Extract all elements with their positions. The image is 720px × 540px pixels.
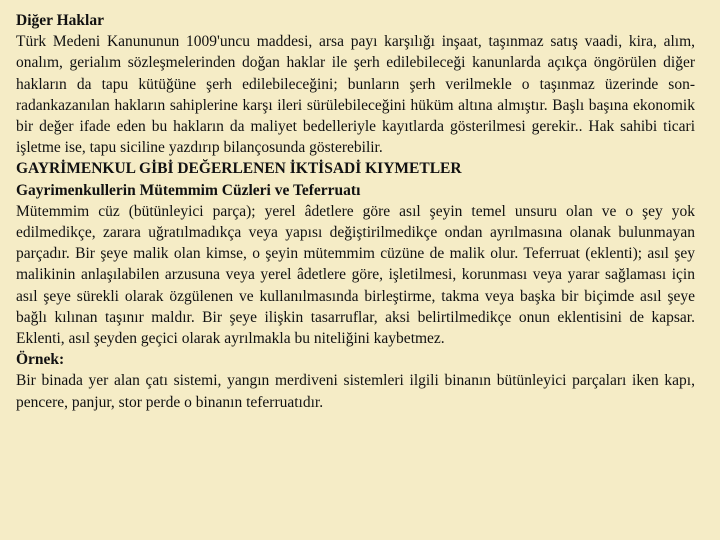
- paragraph-mutemmim-cuz: Mütemmim cüz (bütünleyici parça); yerel âdetlere göre asıl şeyin temel unsuru olan ve o şey yok edilmedikçe, zarara uğratılmadıkça veya yapısı değiştirilmedikçe ondan ayrılmasına olanak bulunmayan parçadır. Bir şeye malik olan kimse, o şeyin mütemmim cüzüne de malik olur. Teferruat (eklenti); asıl şey malikinin anlaşılabilen arzusuna veya yerel âdetlere göre, işletilmesi, korunması veya yarar sağlaması için asıl şeye sürekli olarak özgülenen ve kullanılmasında birleştirme, takma veya başka bir biçimde asıl şeye bağlı kılınan taşınır maldır. Bir şeye ilişkin tasarruflar, aksi belirtilmedikçe onun eklentisini de kapsar. Eklenti, asıl şeyden geçici olarak ayrılmakla bu niteliğini kaybetmez.: [16, 202, 695, 348]
- heading-gayrimenkul-gibi: GAYRİMENKUL GİBİ DEĞERLENEN İKTİSADİ KIYMETLER: [16, 160, 462, 178]
- heading-diger-haklar: Diğer Haklar: [16, 12, 104, 29]
- paragraph-ornek: Bir binada yer alan çatı sistemi, yangın merdiveni sistemleri ilgili binanın bütünleyici parçaları iken kapı, pencere, panjur, stor perde o binanın teferruatıdır.: [16, 372, 695, 411]
- paragraph-diger-haklar: Türk Medeni Kanununun 1009'uncu maddesi, arsa payı karşılığı inşaat, taşınmaz satış vaadi, kira, alım, onalım, gerialım sözleşmelerinden doğan haklar ile şerh edilebileceği kanunlarda açıkça öngörülen diğer hakların da tapu kütüğüne şerh edilebileceğini; bunların şerh verilmekle o taşınmaz üzerinde son-radankazanılan hakların sahiplerine karşı ileri sürülebileceğini hüküm altına almıştır. Başlı başına ekonomik bir değer ifade eden bu hakların da maliyet bedelleriyle kayıtlarda gösterilmesi gerekir.. Hak sahibi ticari işletme ise, tapu siciline yazdırıp bilançosunda gösterebilir.: [16, 33, 695, 157]
- heading-mutemmim-cuzler: Gayrimenkullerin Mütemmim Cüzleri ve Teferruatı: [16, 181, 361, 199]
- heading-ornek: Örnek:: [16, 351, 65, 369]
- document-body: [16, 10, 695, 413]
